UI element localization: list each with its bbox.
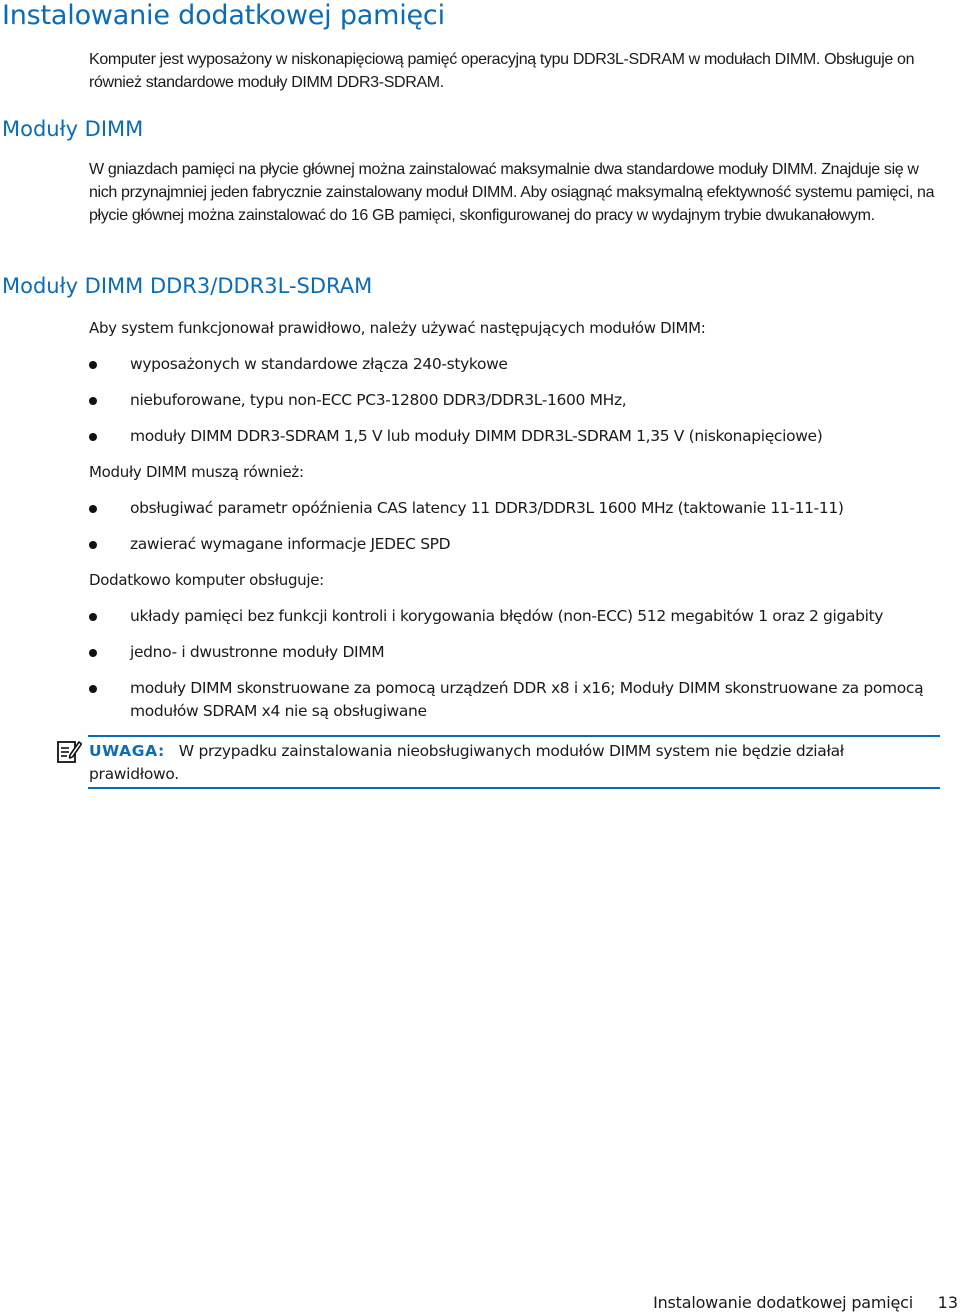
list-item-text: zawierać wymagane informacje JEDEC SPD [130,535,451,553]
page-number: 13 [937,1293,958,1312]
bullet-icon [89,433,97,441]
list-item-text: niebuforowane, typu non-ECC PC3-12800 DDR3/DDR3L-1600 MHz, [130,391,627,409]
ddr3-intro: Aby system funkcjonował prawidłowo, należy używać następujących modułów DIMM: [89,319,706,337]
bullet-icon [89,613,97,621]
bullet-icon [89,685,97,693]
bullet-icon [89,649,97,657]
note-label: UWAGA: [89,742,165,760]
section-heading-dimm: Moduły DIMM [2,117,144,141]
list-item-text: układy pamięci bez funkcji kontroli i korygowania błędów (non-ECC) 512 megabitów 1 oraz 2 gigabity [130,607,884,625]
note-text [89,740,899,786]
footer-title: Instalowanie dodatkowej pamięci [653,1293,913,1312]
bullet-icon [89,505,97,513]
must-also-text: Moduły DIMM muszą również: [89,463,304,481]
bullet-icon [89,361,97,369]
additionally-text: Dodatkowo komputer obsługuje: [89,571,324,589]
list-item-text: moduły DIMM DDR3-SDRAM 1,5 V lub moduły DIMM DDR3L-SDRAM 1,35 V (niskonapięciowe) [130,427,823,445]
bullet-icon [89,397,97,405]
note-bottom-rule [88,787,940,789]
list-item-text: wyposażonych w standardowe złącza 240-stykowe [130,355,508,373]
note-box [56,735,940,789]
note-top-rule [88,735,940,737]
bullet-icon [89,541,97,549]
note-body: W przypadku zainstalowania nieobsługiwanych modułów DIMM system nie będzie działał prawidłowo. [89,742,844,783]
list-item-text: moduły DIMM skonstruowane za pomocą urządzeń DDR x8 i x16; Moduły DIMM skonstruowane za pomocą modułów SDRAM x4 nie są obsługiwane [130,679,924,720]
note-pencil-icon [56,738,82,764]
dimm-paragraph: W gniazdach pamięci na płycie głównej można zainstalować maksymalnie dwa standardowe moduły DIMM. Znajduje się w nich przynajmniej jeden fabrycznie zainstalowany moduł DIMM. Aby osiągnąć maksymalną efektywność systemu pamięci, na płycie głównej można zainstalować do 16 GB pamięci, skonfigurowanej do pracy w wydajnym trybie dwukanałowym. [89,161,935,224]
section-heading-ddr3: Moduły DIMM DDR3/DDR3L-SDRAM [2,274,373,298]
page-footer [0,1292,960,1314]
page-title: Instalowanie dodatkowej pamięci [2,0,445,31]
list-item-text: jedno- i dwustronne moduły DIMM [130,643,385,661]
intro-paragraph: Komputer jest wyposażony w niskonapięciową pamięć operacyjną typu DDR3L-SDRAM w modułach DIMM. Obsługuje on również standardowe moduły DIMM DDR3-SDRAM. [89,51,915,91]
list-item-text: obsługiwać parametr opóźnienia CAS latency 11 DDR3/DDR3L 1600 MHz (taktowanie 11-11-11) [130,499,844,517]
